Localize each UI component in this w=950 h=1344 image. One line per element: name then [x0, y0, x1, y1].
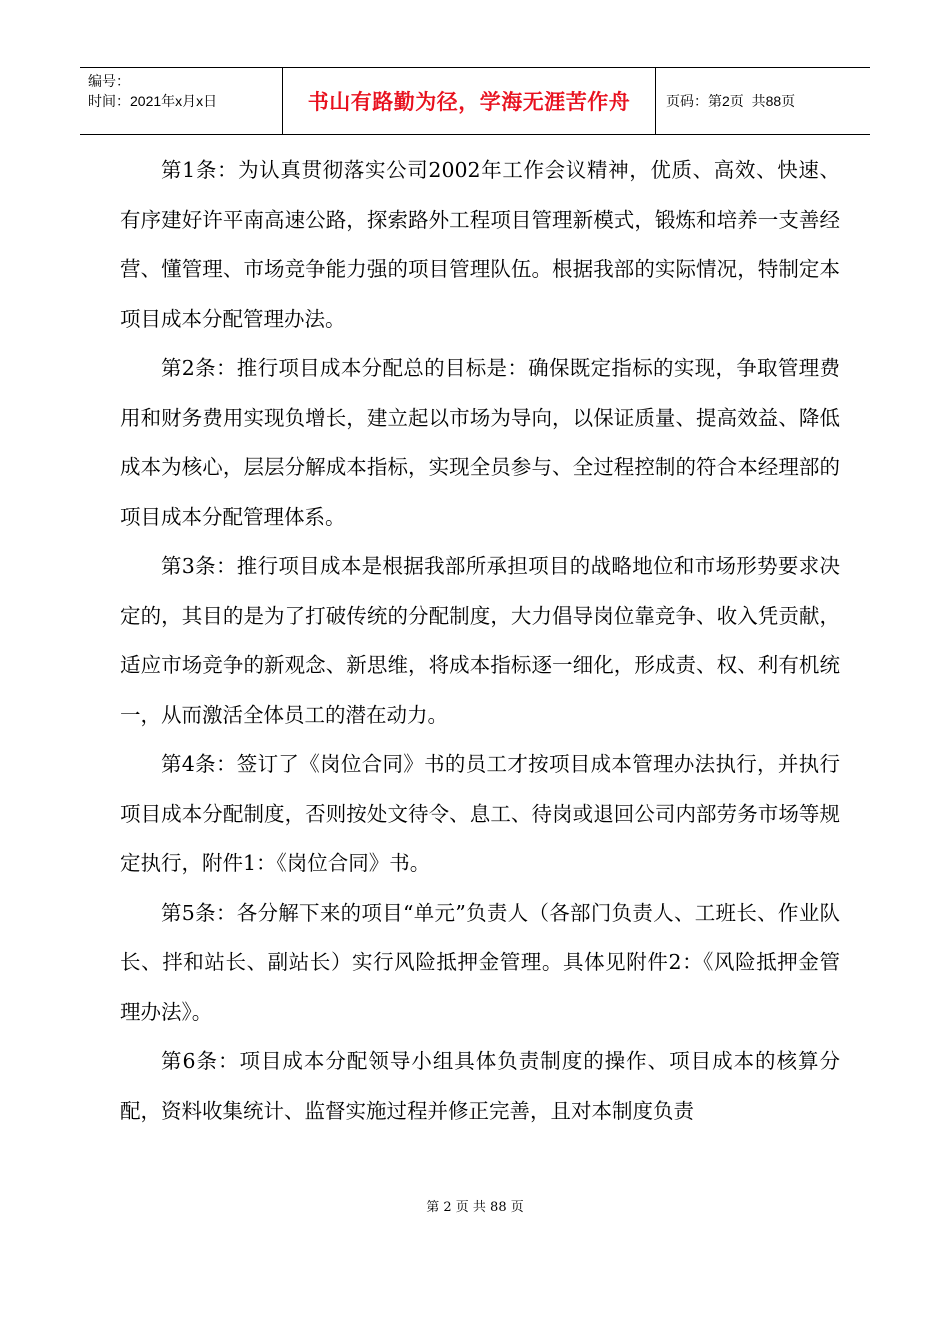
page-header [80, 67, 870, 135]
page-current: 2 [722, 93, 730, 109]
paragraph-article-3: 第3条：推行项目成本是根据我部所承担项目的战略地位和市场形势要求决定的，其目的是为了打破传统的分配制度，大力倡导岗位靠竞争、收入凭贡献，适应市场竞争的新观念、新思维，将成本指标逐一细化，形成责、权、利有机统一，从而激活全体员工的潜在动力。 [120, 554, 840, 727]
paragraph-article-2: 第2条：推行项目成本分配总的目标是：确保既定指标的实现，争取管理费用和财务费用实现负增长，建立起以市场为导向，以保证质量、提高效益、降低成本为核心，层层分解成本指标，实现全员参与、全过程控制的符合本经理部的项目成本分配管理体系。 [120, 356, 840, 529]
page-mid: 页 共 [729, 93, 766, 109]
header-page-indicator [656, 68, 870, 134]
paragraph-article-1: 第1条：为认真贯彻落实公司2002年工作会议精神，优质、高效、快速、有序建好许平南高速公路，探索路外工程项目管理新模式，锻炼和培养一支善经营、懂管理、市场竞争能力强的项目管理队伍。根据我部的实际情况，特制定本项目成本分配管理办法。 [120, 158, 840, 331]
document-number-label: 编号： [88, 73, 130, 89]
header-motto: 书山有路勤为径，学海无涯苦作舟 [283, 68, 656, 134]
page-footer: 第 2 页 共 88 页 [426, 1200, 524, 1215]
paragraph-article-6: 第6条：项目成本分配领导小组具体负责制度的操作、项目成本的核算分配，资料收集统计、监督实施过程并修正完善，且对本制度负责 [120, 1049, 840, 1123]
page-total: 88 [765, 93, 782, 109]
paragraph-article-4: 第4条：签订了《岗位合同》书的员工才按项目成本管理办法执行，并执行项目成本分配制度，否则按处文待令、息工、待岗或退回公司内部劳务市场等规定执行，附件1：《岗位合同》书。 [120, 752, 840, 875]
document-body [120, 146, 840, 1136]
header-meta [80, 68, 283, 134]
paragraph-article-5: 第5条：各分解下来的项目“单元”负责人（各部门负责人、工班长、作业队长、拌和站长、副站长）实行风险抵押金管理。具体见附件2：《风险抵押金管理办法》。 [120, 900, 840, 1024]
page-prefix: 页码：第 [666, 93, 722, 109]
page-suffix: 页 [781, 93, 796, 109]
document-date: 时间：2021年x月x日 [88, 93, 218, 109]
